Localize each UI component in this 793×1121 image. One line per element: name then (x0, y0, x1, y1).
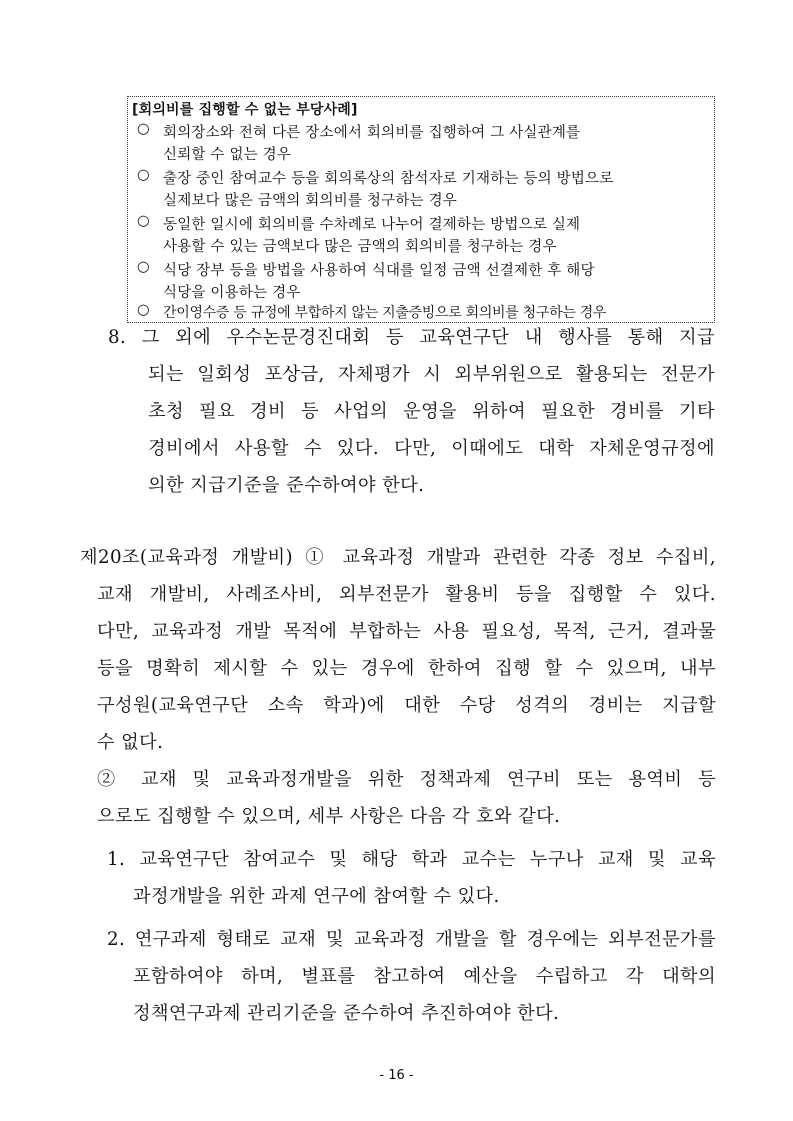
unallowable-meeting-expense-box (127, 96, 715, 323)
article20-line: 다만, 교육과정 개발 목적에 부합하는 사용 필요성, 목적, 근거, 결과물 (97, 621, 716, 642)
page-number: - 16 - (379, 1068, 414, 1083)
list-item-text: 실제보다 많은 금액의 회의비를 청구하는 경우 (163, 193, 457, 209)
article20-line: 제20조(교육과정 개발비) ① 교육과정 개발과 관련한 각종 정보 수집비, (80, 547, 716, 568)
circle-bullet-icon: ○ (137, 121, 150, 137)
list-item-text: 간이영수증 등 규정에 부합하지 않는 지출증빙으로 회의비를 청구하는 경우 (163, 305, 607, 321)
sub-item-2-line: 2. 연구과제 형태로 교재 및 교육과정 개발을 할 경우에는 외부전문가를 (107, 929, 716, 950)
article20-line: 수 없다. (97, 732, 164, 753)
sub-item-1-line: 1. 교육연구단 참여교수 및 해당 학과 교수는 누구나 교재 및 교육 (107, 849, 716, 870)
item8-line: 8. 그 외에 우수논문경진대회 등 교육연구단 내 행사를 통해 지급 (108, 327, 715, 348)
list-item-text: 신뢰할 수 없는 경우 (163, 147, 292, 163)
article20-line: 등을 명확히 제시할 수 있는 경우에 한하여 집행 할 수 있으며, 내부 (97, 658, 716, 679)
circle-bullet-icon: ○ (137, 167, 150, 183)
circle-bullet-icon: ○ (137, 213, 150, 229)
list-item-text: 출장 중인 참여교수 등을 회의록상의 참석자로 기재하는 등의 방법으로 (163, 171, 614, 187)
sub-item-2-line: 정책연구과제 관리기준을 준수하여 추진하여야 한다. (133, 1003, 560, 1024)
article20-line: 구성원(교육연구단 소속 학과)에 대한 수당 성격의 경비는 지급할 (97, 695, 716, 716)
list-item-text: 식당을 이용하는 경우 (163, 285, 301, 301)
list-item-text: 회의장소와 전혀 다른 장소에서 회의비를 집행하여 그 사실관계를 (163, 125, 581, 141)
sub-item-1-line: 과정개발을 위한 과제 연구에 참여할 수 있다. (133, 886, 500, 907)
box-title: [회의비를 집행할 수 없는 부당사례] (132, 102, 358, 118)
article20-line: 교재 개발비, 사례조사비, 외부전문가 활용비 등을 집행할 수 있다. (97, 584, 716, 605)
list-item-text: 동일한 일시에 회의비를 수차례로 나누어 결제하는 방법으로 실제 (163, 217, 581, 233)
item8-line: 초청 필요 경비 등 사업의 운영을 위하여 필요한 경비를 기타 (148, 401, 715, 422)
sub-item-2-line: 포함하여야 하며, 별표를 참고하여 예산을 수립하고 각 대학의 (133, 966, 716, 987)
item8-line: 되는 일회성 포상금, 자체평가 시 외부위원으로 활용되는 전문가 (148, 364, 715, 385)
article20-line: 으로도 집행할 수 있으며, 세부 사항은 다음 각 호와 같다. (97, 806, 561, 827)
item8-line: 의한 지급기준을 준수하여야 한다. (148, 475, 425, 496)
circle-bullet-icon: ○ (137, 302, 150, 318)
list-item-text: 사용할 수 있는 금액보다 많은 금액의 회의비를 청구하는 경우 (163, 239, 557, 255)
article20-line: ② 교재 및 교육과정개발을 위한 정책과제 연구비 또는 용역비 등 (97, 769, 716, 790)
circle-bullet-icon: ○ (137, 259, 150, 275)
item8-line: 경비에서 사용할 수 있다. 다만, 이때에도 대학 자체운영규정에 (148, 438, 715, 459)
list-item-text: 식당 장부 등을 방법을 사용하여 식대를 일정 금액 선결제한 후 해당 (163, 263, 595, 279)
